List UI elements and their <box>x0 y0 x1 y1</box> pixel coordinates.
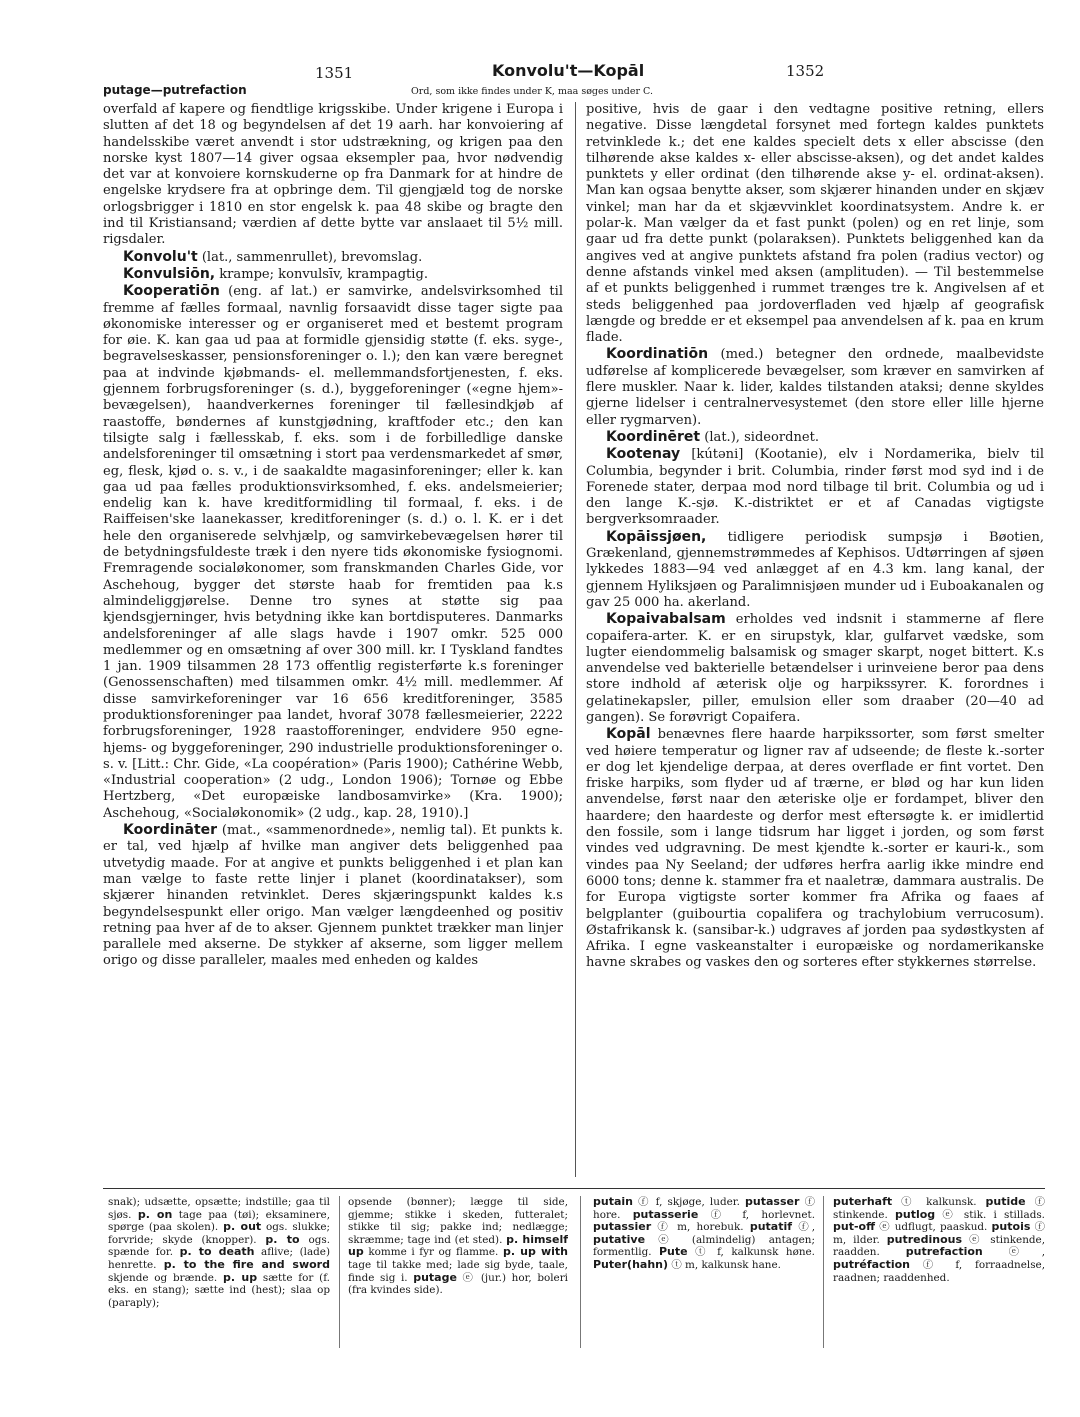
footer-headword: p. up <box>222 1270 258 1284</box>
entry-text: (med.) betegner den ordnede, maalbevidste udførelse af komplicerede bevægelser, som kræver en samvirken af flere muskler. Naar k. lider, kaldes tilstanden ataksi; denne skyldes gjerne lidelser i centralnervesystemet (den store eller lille hjerne eller rygmarven). <box>586 347 1044 428</box>
entry-headword: Kopaivabalsam <box>606 611 726 628</box>
footer-headword: puterhaft <box>833 1196 893 1208</box>
footer-gloss: ⓕ f, forraadnelse, raadnen; raaddenhed. <box>833 1258 1045 1284</box>
footer-headword: putréfaction <box>833 1257 910 1271</box>
footer-gloss: ⓔ, <box>982 1246 1045 1259</box>
footer-headword: p. himself up <box>348 1232 568 1259</box>
entry-text: krampe; konvulsīv, krampagtig. <box>215 266 428 282</box>
entry-headword: Koordināter <box>123 822 218 839</box>
right-text-column <box>586 102 1044 1182</box>
page-number-right: 1352 <box>786 62 825 80</box>
footer-headword: putlog <box>894 1207 936 1221</box>
footer-headword: p. to death <box>179 1245 255 1259</box>
footer-divider <box>103 1188 1045 1189</box>
entry-headword: Kootenay <box>606 446 681 463</box>
footer-headword: putassier <box>593 1220 652 1234</box>
dictionary-entry <box>103 249 563 266</box>
dictionary-entry <box>586 529 1044 611</box>
footer-column-divider <box>339 1196 340 1348</box>
footer-gloss: ⓕ, <box>792 1221 815 1234</box>
footer-headword: putative <box>593 1232 646 1246</box>
footer-headword: p. on <box>137 1207 173 1221</box>
entry-text: benævnes flere haarde harpikssorter, som først smelter ved høiere temperatur og ligner rav af udseende; de fleste k.-sorter er dog let kjendelige derpaa, at deres overflade er fint vortet. Den friske harpiks, som flyder ud af trærne, er blød og har kun liden anvendelse, først naar den æteriske olje er fordampet, bliver den haardere; den haardeste og derfor mest eftersøgte k. er imidlertid den fossile, som i lange tidsrum har ligget i jorden, og som først vindes ved udgravning. De mest kjendte k.-sorter er kauri-k., som vindes paa Ny Seeland; der udføres herfra aarlig ikke mindre end 6000 tons; denne k. stammer fra et naaletræ, dammara australis. De for Europa vigtigste sorter kommer fra Afrika og faaes af belgplanter (guibourtia copalifera og trachylobium verrucosum). Østafrikansk k. (sansibar-k.) udgraves af jorden paa sydøstkysten af Afrika. I egne vaskeanstalter i europæiske og nordamerikanske havne skrabes og vaskes den og sorteres efter stykkernes størrelse. <box>586 727 1044 971</box>
entry-headword: Koordinatiōn <box>606 346 709 363</box>
entry-text: (lat., sammenrullet), brevomslag. <box>197 249 423 265</box>
dictionary-entry <box>103 283 563 822</box>
footer-gloss: ⓔ stinkende, raadden. <box>833 1233 1045 1259</box>
footer-column-divider <box>580 1196 581 1348</box>
footer-gloss: ogs. slukke; forvride; skyde (knopper). <box>108 1221 330 1246</box>
footer-gloss: snak); udsætte, opsætte; indstille; gaa til sjøs. <box>108 1196 330 1221</box>
footer-gloss: ⓔ (jur.) hor, boleri (fra kvindes side). <box>348 1271 568 1297</box>
footer-gloss: tage paa (tøi); eksaminere, spørge (paa skolen). <box>108 1208 330 1234</box>
running-title: Konvolu't—Kopāl <box>492 61 645 80</box>
footer-headword: putage <box>413 1270 457 1284</box>
continued-text <box>103 102 563 249</box>
dictionary-entry <box>586 346 1044 428</box>
entry-headword: Kopāl <box>606 726 651 743</box>
footer-headword: putide <box>985 1196 1026 1208</box>
dictionary-entry <box>586 726 1044 971</box>
footer-headword: p. to <box>265 1232 300 1246</box>
page-number-left: 1351 <box>315 64 354 82</box>
dictionary-entry <box>103 822 563 970</box>
continued-text <box>586 102 1044 346</box>
footer-headword: putain <box>593 1196 633 1208</box>
footer-gloss: ogs. spænde for. <box>108 1233 330 1259</box>
footer-column-1 <box>108 1196 330 1396</box>
entry-headword: Kooperatiōn <box>123 283 220 300</box>
dictionary-entry <box>586 446 1044 528</box>
footer-guide-words: putage—putrefaction <box>103 83 247 97</box>
footer-column-3 <box>593 1196 815 1396</box>
left-text-column <box>103 102 563 1182</box>
footer-headword: putasserie <box>632 1207 699 1221</box>
footer-headword: p. out <box>223 1220 262 1234</box>
footer-gloss: opsende (bønner); lægge til side, gjemme; stikke i skeden, futteralet; stikke til sig; pakke ind; nedlægge; skræmme; tage ind (et sted). <box>348 1196 568 1246</box>
footer-gloss: skjende og brænde. <box>108 1271 223 1284</box>
footer-headword: put-off <box>833 1220 875 1234</box>
entry-text: (mat., «sammenordnede», nemlig tal). Et punkts k. er tal, ved hjælp af hvilke man angiver dets beliggenhed paa utvetydig maade. For at angive et punkts beliggenhed i et plan kan man vælge to faste rette linjer i planet (koordinatakser), som skjærer hinanden retvinklet. Deres skjæringspunkt kaldes k.s begyndelsespunkt eller origo. Man vælger længdeenhed og positiv retning paa hver af de to akser. Gjennem punktet trækker man linjer parallele med akserne. De stykker af akserne, som ligger mellem origo og disse paralleler, maales med enheden og kaldes <box>103 823 563 969</box>
footer-gloss: tage til takke med; lade sig byde, taale, finde sig i. <box>348 1258 568 1284</box>
footer-gloss: ⓣ m, kalkunsk hane. <box>668 1258 781 1271</box>
entry-headword: Konvulsiōn, <box>123 265 216 282</box>
footer-gloss: ⓣ f, kalkunsk høne. <box>687 1246 815 1259</box>
footer-gloss: ⓕ stinkende. <box>833 1196 1045 1221</box>
entry-text: tidligere periodisk sumpsjø i Bøotien, Grækenland, gjennemstrømmedes af Kephisos. Udtørringen af sjøen lykkedes 1883—94 ved anlægget af en 4.3 km. lang kanal, der gjennem Hyliksjøen og Paralimnisjøen munder ud i Euboakanalen og gav 25 000 ha. akerland. <box>586 529 1044 610</box>
footer-headword: p. to the fire and sword <box>163 1257 330 1271</box>
footer-gloss: ⓕ m, ilder. <box>833 1221 1045 1246</box>
entry-text: [kútəni] (Kootanie), elv i Nordamerika, bielv til Columbia, begynder i brit. Columbia, rinder først mod syd ind i de Forenede stater, derpaa mod nord tilbage til brit. Columbia og ud i den lange K.-sjø. K.-distriktet er et af Canadas vigtigste bergverksomraader. <box>586 447 1044 528</box>
footer-column-4 <box>833 1196 1045 1396</box>
footer-gloss: ⓕ hore. <box>593 1196 815 1221</box>
footer-gloss: ⓕ m, horebuk. <box>651 1221 750 1234</box>
footer-headword: Puter(hahn) <box>593 1257 669 1271</box>
footer-headword: p. up with <box>502 1245 568 1259</box>
column-divider <box>575 102 576 1177</box>
entry-text: overfald af kapere og fiendtlige krigsskibe. Under krigene i Europa i slutten af det 18 og begyndelsen af det 19 aarh. har konvoiering af handelsskibe været anvendt i stor udstrækning, og krigen paa den norske kyst 1807—14 giver ogsaa eksempler paa, hvor nødvendig det var at konvoiere kornskuderne op fra Danmark for at hindre de engelske krydsere fra at opbringe dem. Til gjengjæld tog de norske orlogsbrigger i 1810 en stor engelsk k. paa 48 skibe og bragte den ind til Kristiansand; værdien af dette bytte var anslaaet til 5½ mill. rigsdaler. <box>103 102 563 248</box>
footer-gloss: aflive; (lade) henrette. <box>108 1246 330 1271</box>
footer-headword: putois <box>991 1220 1031 1234</box>
footer-gloss: ⓕ f, horlevnet. <box>698 1208 815 1221</box>
footer-gloss: ⓔ (almindelig) antagen; formentlig. <box>593 1233 815 1259</box>
footer-headword: putasser <box>745 1196 800 1208</box>
footer-column-2 <box>348 1196 568 1396</box>
footer-headword: putredinous <box>886 1232 963 1246</box>
entry-text: (lat.), sideordnet. <box>700 429 819 445</box>
entry-text: erholdes ved indsnit i stammerne af flere copaifera-arter. K. er en sirupstyk, klar, gulfarvet vædske, som lugter eiendommelig balsamisk og smager skarpt, noget bittert. K.s anvendelse ved bakterielle betændelser i urinveiene beror paa dens store indhold af æterisk olje og harpikssyrer. K. forordnes i gelatinekapsler, piller, emulsion eller som draaber (20—40 ad gangen). Se forøvrigt Copaifera. <box>586 612 1044 725</box>
dictionary-entry <box>103 266 563 283</box>
entry-headword: Koordinēret <box>606 428 701 445</box>
footer-gloss: ⓔ stik. i stillads. <box>935 1208 1045 1221</box>
footer-headword: putatif <box>749 1220 793 1234</box>
entry-headword: Kopāissjøen, <box>606 528 707 545</box>
entry-text: positive, hvis de gaar i den vedtagne positive retning, ellers negative. Disse længdetal forsynet med fortegn kaldes punktets retvinklede k.; det ene kaldes specielt dets x eller abscisse (den tilhørende akse kaldes x- eller abscisse-aksen), og det andet kaldes punktets y eller ordinat (den tilhørende akse y- el. ordinat-aksen). Man kan ogsaa benytte akser, som skjærer hinanden under en skjæv vinkel; man har da et skjævvinklet koordinatsystem. Andre k. er polar-k. Man vælger da et fast punkt (polen) og en ret linje, som gaar ud fra dette punkt (polaraksen). Punktets beliggenhed kan da angives ved at angive punktets afstand fra polen (radius vector) og denne afstands vinkel med aksen (amplituden). — Til bestemmelse af et punkts beliggenhed i rummet trænges tre k. Angivelsen af et steds beliggenhed paa jordoverfladen ved hjælp af geografisk længde og bredde er et eksempel paa anvendelsen af k. paa en krum flade. <box>586 102 1044 346</box>
footer-gloss: ⓕ f, skjøge, luder. <box>633 1196 746 1208</box>
footer-gloss: komme i fyr og flamme. <box>363 1246 503 1259</box>
footer-gloss: sætte for (f. eks. en stang); sætte ind (hest); slaa op (paraply); <box>108 1271 330 1309</box>
footer-gloss: ⓣ kalkunsk. <box>892 1196 986 1208</box>
entry-headword: Konvolu't <box>123 248 198 265</box>
dictionary-entry <box>586 429 1044 446</box>
entry-text: (eng. af lat.) er samvirke, andelsvirksomhed til fremme af fælles formaal, navnlig forsaavidt disse tager sigte paa økonomiske interesser og er organiseret med et bestemt program for øie. K. kan gaa ud paa at formidle gjensidig støtte (f. eks. syge-, begravelseskasser, pensionsforeninger o. l.); den kan være beregnet paa at indvinde kjøbmands- el. mellemmandsfortjenesten, f. eks. gjennem forbrugsforeninger (s. d.), byggeforeninger («egne hjem»-bevægelsen), haandverkernes foreninger til fællesindkjøb af raastoffe, bøndernes af kunstgjødning, kraftfoder etc.; den kan tilsigte salg i fællesskab, f. eks. som i de forbilledlige danske andelsforeninger til omsætning i stort paa verdensmarkedet af smør, eg, flesk, kjød o. s. v., i de saakaldte magasinforeninger; eller k. kan gaa ud paa fælles produktionsvirksomhed, f. eks. andelsmeierier; endelig kan k. have kreditformidling til formaal, f. eks. i de Raiffeisen'ske laanekasser, kreditforeninger (s. d.) o. l. K. er i det hele den organiserede selvhjælp, og samvirkebevægelsen hører til de betydningsfuldeste træk i den nyere tids økonomiske fysiognomi. Fremragende socialøkonomer, som franskmanden Charles Gide, vor Aschehoug, bygger det største haab for fremtiden paa k.s almindeliggjørelse. Denne tro synes at støtte sig paa kjendsgjerninger, hvis betydning ikke kan bortdisputeres. Danmarks andelsforeninger af alle slags havde i 1907 omkr. 525 000 medlemmer og en omsætning af over 300 mill. kr. I Tyskland fandtes 1 jan. 1909 tilsammen 28 173 offentlig registerførte k.s foreninger (Genossenschaften) med tilsammen omkr. 4½ mill. medlemmer. Af disse samvirkeforeninger var 16 656 kreditforeninger, 3585 produktionsforeninger paa landet, hvoraf 3078 fællesmeierier, 2222 forbrugsforeninger, 1928 raastofforeninger, endvidere 950 egne-hjems- og byggeforeninger, 290 industrielle produktionsforeninger o. s. v. [Litt.: Chr. Gide, «La coopération» (Paris 1900); Cathérine Webb, «Industrial cooperation» (2 udg., London 1906); Tornøe og Ebbe Hertzberg, «Det europæiske landbosamvirke» (Kra. 1900); Aschehoug, «Socialøkonomik» (2 udg., kap. 28, 1910).] <box>103 284 563 821</box>
header-note: Ord, som ikke findes under K, maa søges under C. <box>411 86 653 97</box>
dictionary-entry <box>586 611 1044 726</box>
footer-headword: putrefaction <box>905 1245 983 1259</box>
footer-column-divider <box>823 1196 824 1348</box>
footer-headword: Pute <box>659 1245 688 1259</box>
footer-gloss: ⓔ udflugt, paaskud. <box>875 1221 992 1234</box>
